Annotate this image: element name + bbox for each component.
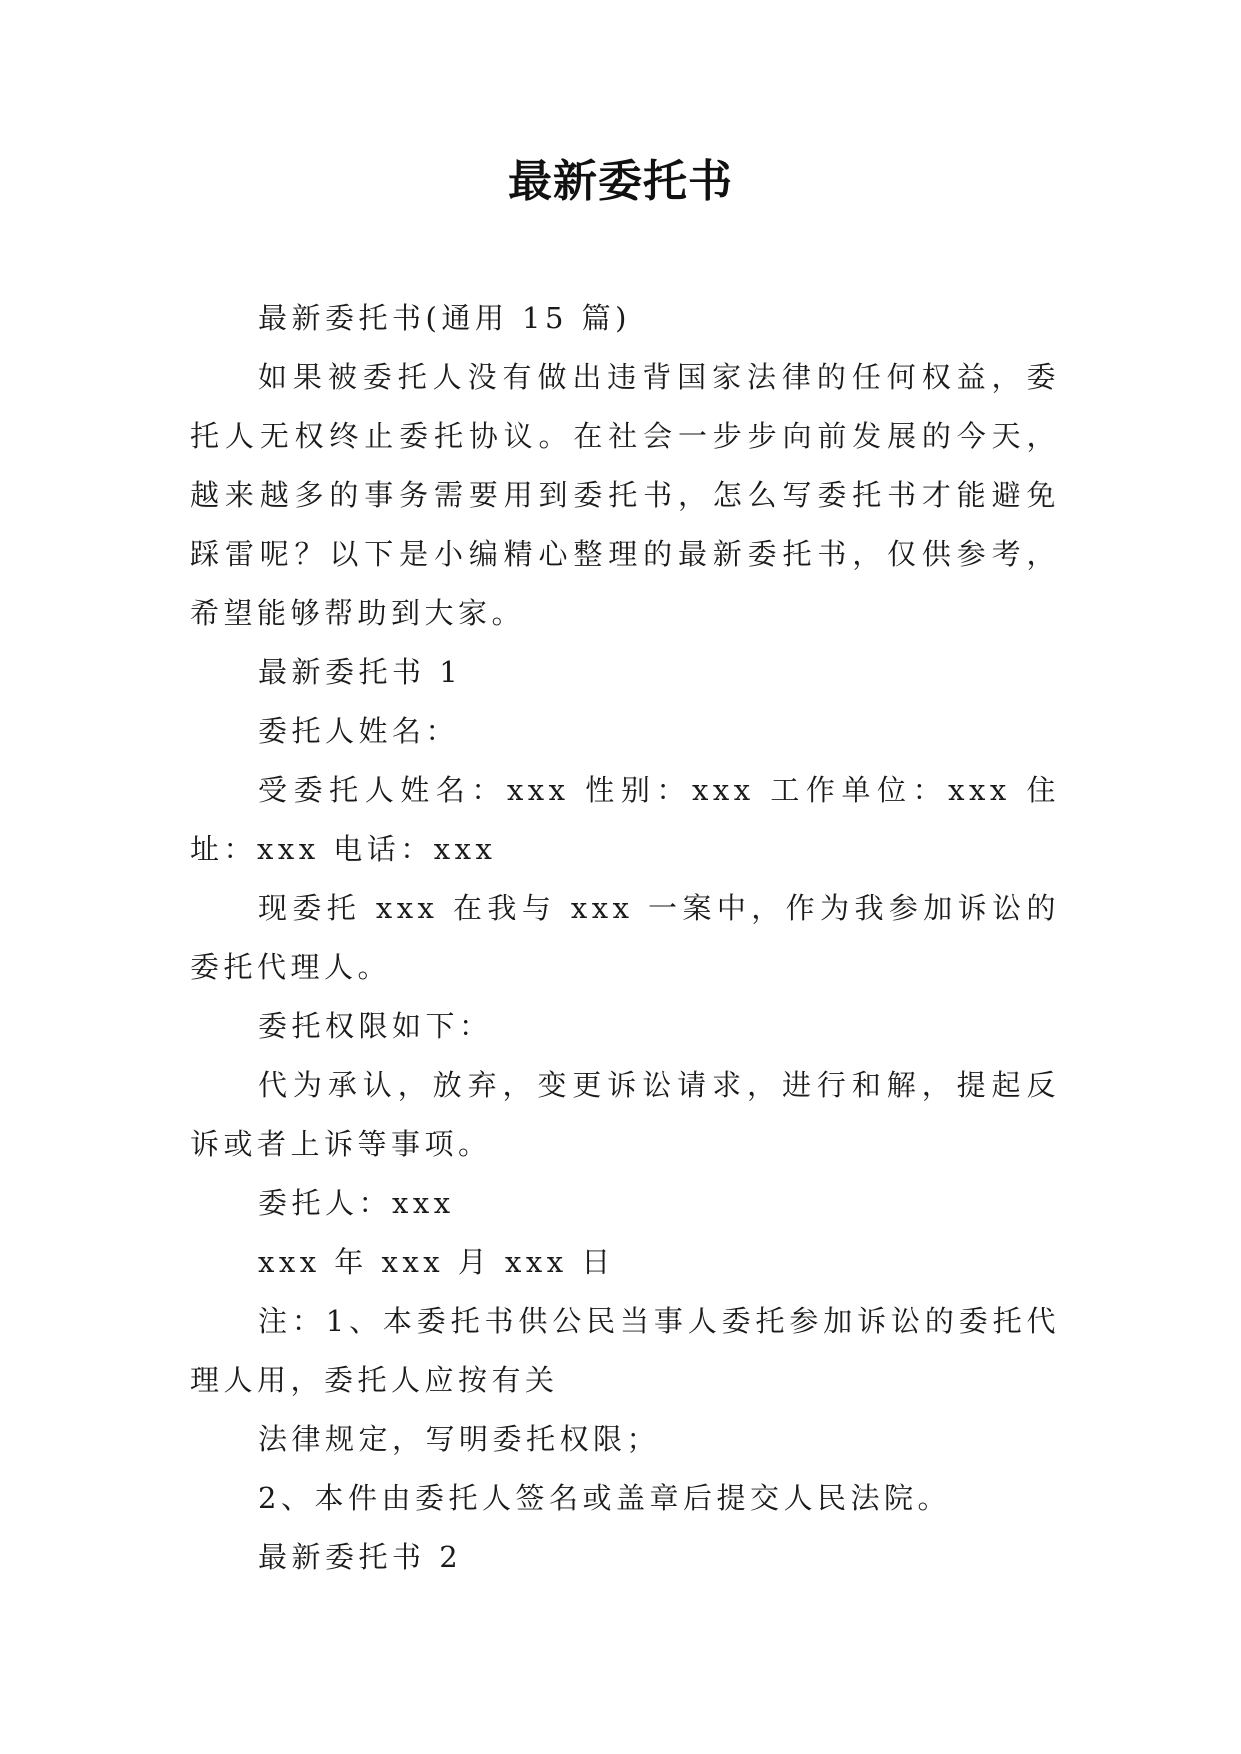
authority-details: 代为承认，放弃，变更诉讼请求，进行和解，提起反诉或者上诉等事项。 bbox=[190, 1068, 1060, 1161]
intro-paragraph: 如果被委托人没有做出违背国家法律的任何权益，委托人无权终止委托协议。在社会一步步向前发展的今天，越来越多的事务需要用到委托书，怎么写委托书才能避免踩雷呢？以下是小编精心整理的最新委托书，仅供参考，希望能够帮助到大家。 bbox=[190, 360, 1060, 630]
date-line: xxx 年 xxx 月 xxx 日 bbox=[258, 1245, 615, 1279]
principal-name-line: 委托人姓名： bbox=[258, 714, 460, 748]
agent-info-line: 受委托人姓名：xxx 性别：xxx 工作单位：xxx 住址：xxx 电话：xxx bbox=[190, 773, 1060, 866]
entrust-statement: 现委托 xxx 在我与 xxx 一案中，作为我参加诉讼的委托代理人。 bbox=[190, 891, 1060, 984]
document-subtitle: 最新委托书(通用 15 篇) bbox=[258, 301, 631, 335]
section-heading-2: 最新委托书 2 bbox=[258, 1540, 463, 1574]
principal-signature-line: 委托人：xxx bbox=[258, 1186, 455, 1220]
authority-heading: 委托权限如下： bbox=[258, 1009, 493, 1043]
note-line-1: 注：1、本委托书供公民当事人委托参加诉讼的委托代理人用，委托人应按有关 bbox=[190, 1304, 1060, 1397]
document-title: 最新委托书 bbox=[508, 156, 733, 207]
document-body bbox=[190, 289, 1060, 1587]
note-line-2: 2、本件由委托人签名或盖章后提交人民法院。 bbox=[258, 1481, 951, 1515]
section-heading-1: 最新委托书 1 bbox=[258, 655, 463, 689]
note-line-1-continued: 法律规定，写明委托权限； bbox=[258, 1422, 661, 1456]
